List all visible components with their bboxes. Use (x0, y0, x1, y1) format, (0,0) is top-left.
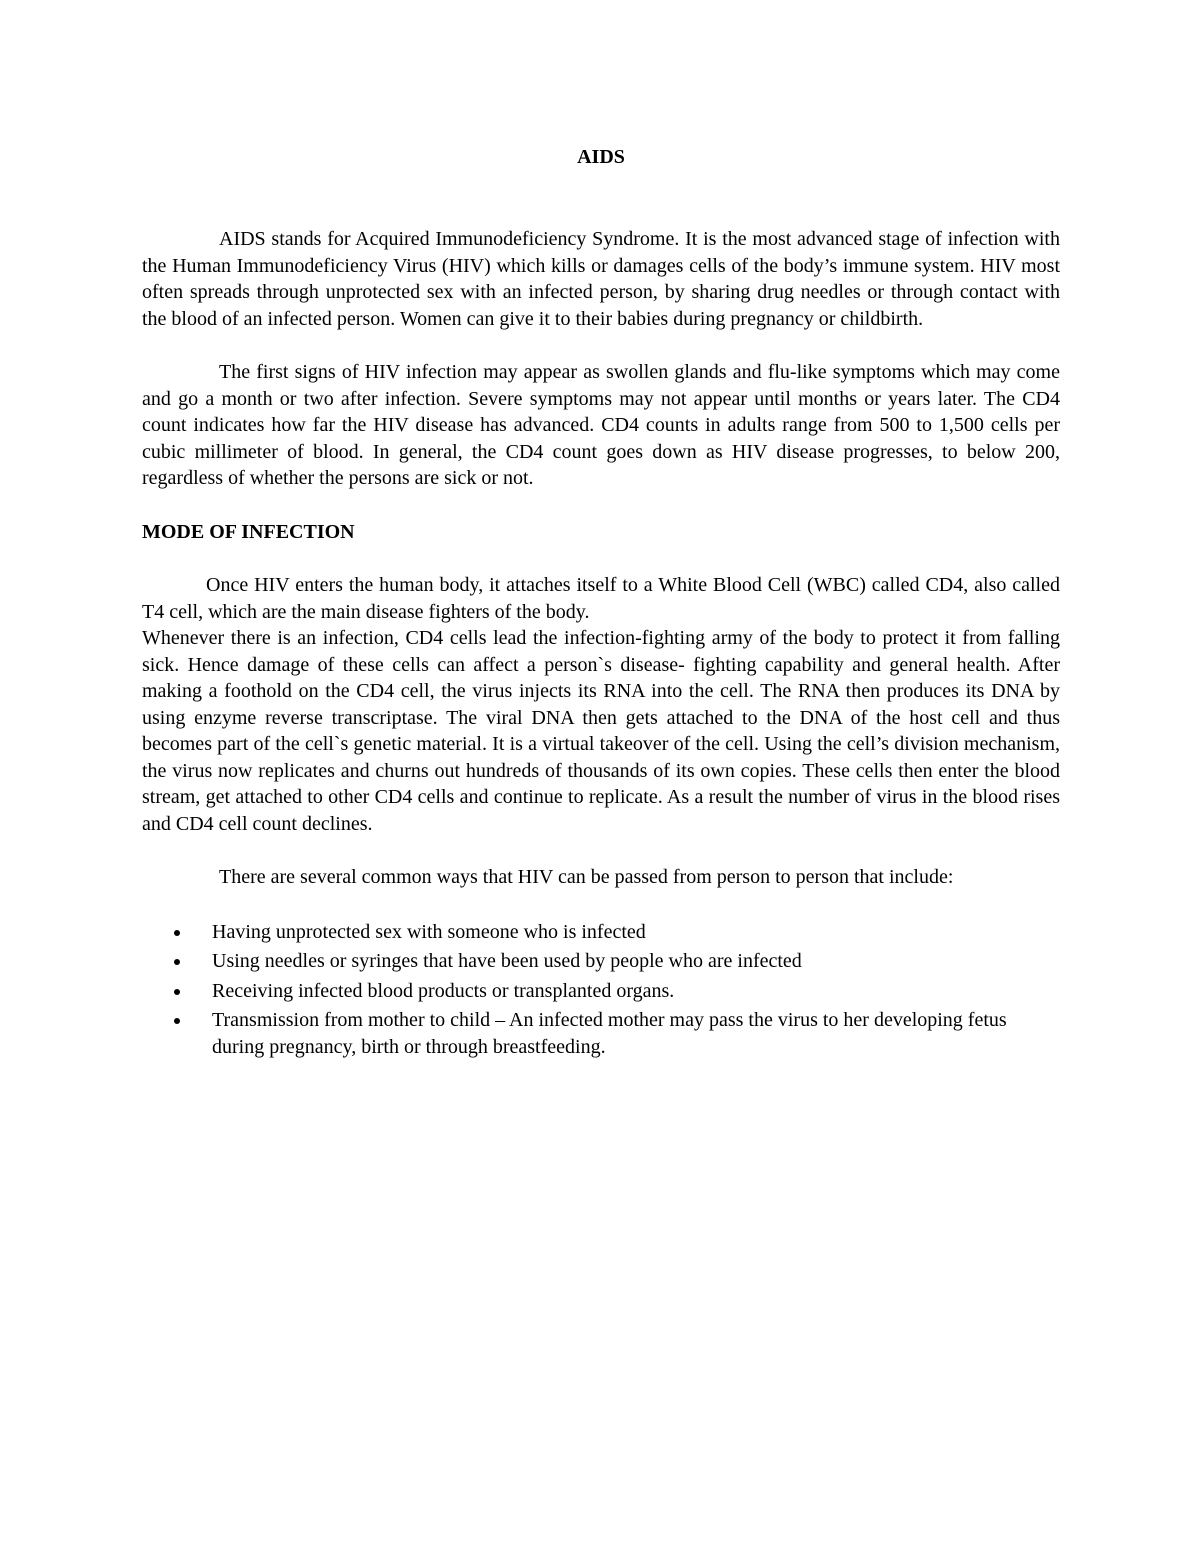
symptoms-paragraph: The first signs of HIV infection may appear as swollen glands and flu-like symptoms which may come and go a month or two after infection. Severe symptoms may not appear until months or years later. The CD4 count indicates how far the HIV disease has advanced. CD4 counts in adults range from 500 to 1,500 cells per cubic millimeter of blood. In general, the CD4 count goes down as HIV disease progresses, to below 200, regardless of whether the persons are sick or not. (142, 361, 1060, 489)
transmission-ways-list (142, 919, 1060, 1061)
document-body (142, 142, 1060, 1063)
page-title: AIDS (577, 146, 625, 168)
section-heading-mode-of-infection: MODE OF INFECTION (142, 520, 355, 543)
list-item-text: Transmission from mother to child – An infected mother may pass the virus to her developing fetus during pregnancy, birth or through breastfeeding. (212, 1009, 1007, 1058)
bullet-icon (174, 989, 180, 995)
mode-paragraph-attachment: Once HIV enters the human body, it attaches itself to a White Blood Cell (WBC) called CD4, also called T4 cell, which are the main disease fighters of the body. (142, 574, 1060, 623)
bullet-icon (174, 1018, 180, 1024)
list-item (142, 948, 1060, 975)
list-item-text: Receiving infected blood products or transplanted organs. (212, 979, 675, 1002)
ways-intro-paragraph: There are several common ways that HIV can be passed from person to person that include: (219, 866, 954, 888)
list-item (142, 1007, 1060, 1060)
list-item (142, 978, 1060, 1005)
mode-paragraph-replication: Whenever there is an infection, CD4 cells lead the infection-fighting army of the body to protect it from falling sick. Hence damage of these cells can affect a person`s disease- fighting capability and general health. After making a foothold on the CD4 cell, the virus injects its RNA into the cell. The RNA then produces its DNA by using enzyme reverse transcriptase. The viral DNA then gets attached to the DNA of the host cell and thus becomes part of the cell`s genetic material. It is a virtual takeover of the cell. Using the cell’s division mechanism, the virus now replicates and churns out hundreds of thousands of its own copies. These cells then enter the blood stream, get attached to other CD4 cells and continue to replicate. As a result the number of virus in the blood rises and CD4 cell count declines. (142, 627, 1060, 835)
bullet-icon (174, 959, 180, 965)
bullet-icon (174, 930, 180, 936)
list-item-text: Having unprotected sex with someone who is infected (212, 920, 646, 943)
list-item-text: Using needles or syringes that have been used by people who are infected (212, 950, 802, 972)
intro-paragraph: AIDS stands for Acquired Immunodeficiency Syndrome. It is the most advanced stage of infection with the Human Immunodeficiency Virus (HIV) which kills or damages cells of the body’s immune system. HIV most often spreads through unprotected sex with an infected person, by sharing drug needles or through contact with the blood of an infected person. Women can give it to their babies during pregnancy or childbirth. (142, 228, 1060, 330)
list-item (142, 919, 1060, 946)
